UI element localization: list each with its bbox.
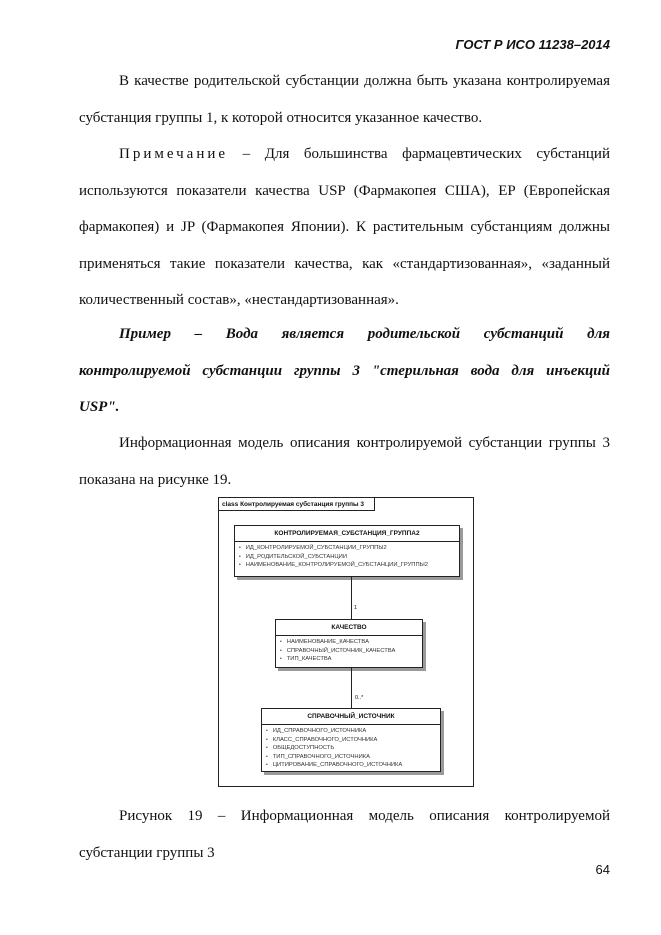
paragraph-example: Пример – Вода является родительской субстанций для контролируемой субстанции группы 3 "стерильная вода для инъекций USP".: [79, 326, 610, 415]
page-number: 64: [595, 862, 610, 877]
figure-caption: Рисунок 19 – Информационная модель описания контролируемой субстанции группы 3: [79, 808, 610, 861]
class-box-quality: [275, 619, 423, 668]
class-attribute: • ИД_РОДИТЕЛЬСКОЙ_СУБСТАНЦИИ: [239, 553, 459, 562]
class-attribute: • ИД_КОНТРОЛИРУЕМОЙ_СУБСТАНЦИИ_ГРУППЫ2: [239, 544, 459, 553]
diagram-frame-label: class Контролируемая субстанция группы 3: [219, 498, 375, 511]
class-attribute: • ТИП_СПРАВОЧНОГО_ИСТОЧНИКА: [266, 753, 440, 762]
association-line-2: [351, 668, 352, 708]
class-attribute: • ТИП_КАЧЕСТВА: [280, 655, 422, 664]
class-attribute: • НАИМЕНОВАНИЕ_КОНТРОЛИРУЕМОЙ_СУБСТАНЦИИ_ГРУППЫ2: [239, 561, 459, 570]
class-attribute: • КЛАСС_СПРАВОЧНОГО_ИСТОЧНИКА: [266, 736, 440, 745]
paragraph-parent-substance: В качестве родительской субстанции должна быть указана контролируемая субстанция группы 1, к которой относится указанное качество.: [79, 73, 610, 126]
paragraph-note: [79, 136, 610, 319]
class-attribute: • СПРАВОЧНЫЙ_ИСТОЧНИК_КАЧЕСТВА: [280, 647, 422, 656]
multiplicity-label: 0..*: [355, 695, 364, 701]
uml-class-diagram: [218, 497, 474, 787]
class-title: КОНТРОЛИРУЕМАЯ_СУБСТАНЦИЯ_ГРУППА2: [235, 526, 459, 542]
class-box-reference-source: [261, 708, 441, 772]
note-text: – Для большинства фармацевтических субстанций используются показатели качества USP (Фармакопея США), EP (Европейская фармакопея) и JP (Фармакопея Японии). К растительным субстанциям должны применяться такие показатели качества, как «стандартизованная», «заданный количественный состав», «нестандартизованная».: [79, 146, 610, 308]
note-label: Примечание: [119, 146, 229, 162]
class-box-controlled-substance: [234, 525, 460, 577]
multiplicity-label: 1: [354, 605, 358, 611]
class-title: СПРАВОЧНЫЙ_ИСТОЧНИК: [262, 709, 440, 725]
class-attribute: • ЦИТИРОВАНИЕ_СПРАВОЧНОГО_ИСТОЧНИКА: [266, 761, 440, 770]
class-title: КАЧЕСТВО: [276, 620, 422, 636]
class-attribute: • ОБЩЕДОСТУПНОСТЬ: [266, 744, 440, 753]
class-attribute: • НАИМЕНОВАНИЕ_КАЧЕСТВА: [280, 638, 422, 647]
association-line-1: [351, 577, 352, 619]
class-attribute: • ИД_СПРАВОЧНОГО_ИСТОЧНИКА: [266, 727, 440, 736]
paragraph-model-intro: Информационная модель описания контролируемой субстанции группы 3 показана на рисунке 19.: [79, 435, 610, 488]
document-header: ГОСТ Р ИСО 11238–2014: [455, 37, 610, 52]
